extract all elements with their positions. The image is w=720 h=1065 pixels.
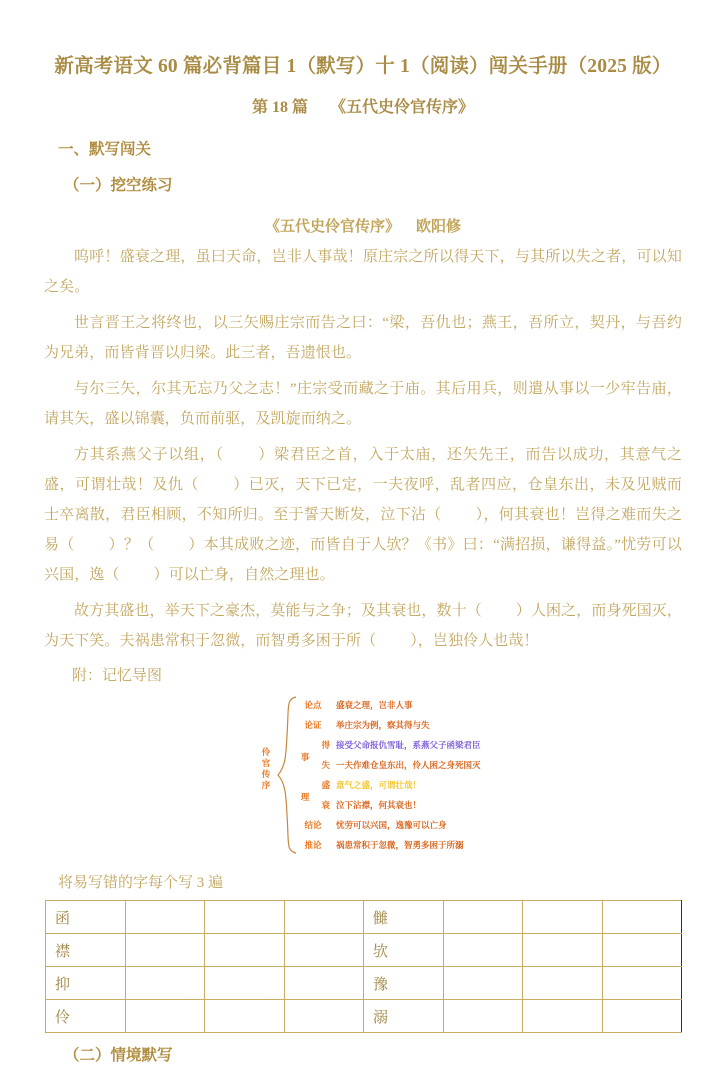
character-prompt-cell[interactable]: 襟: [46, 934, 126, 967]
handwriting-cell[interactable]: [602, 934, 682, 967]
poem-title-line: [44, 215, 682, 236]
handwriting-cell[interactable]: [284, 967, 364, 1000]
table-row: [46, 967, 682, 1000]
mindmap-row: [296, 775, 554, 795]
handwriting-cell[interactable]: [523, 934, 603, 967]
mindmap-row-key: 论证: [304, 720, 322, 731]
fill-in-blank[interactable]: [441, 500, 475, 530]
fill-in-blank[interactable]: [199, 470, 233, 500]
fill-in-blank[interactable]: [154, 530, 188, 560]
passage-paragraph: [44, 440, 682, 590]
handwriting-cell[interactable]: [125, 934, 205, 967]
mindmap-row: [296, 715, 554, 735]
character-prompt-cell[interactable]: 欤: [364, 934, 444, 967]
mindmap-row-value: 盛衰之理，岂非人事: [336, 700, 413, 711]
character-prompt-cell[interactable]: 豫: [364, 967, 444, 1000]
mindmap-row-value: 意气之盛，可谓壮哉！: [336, 780, 422, 791]
mindmap-row-key: 结论: [304, 820, 322, 831]
poem-author: 欧阳修: [416, 219, 462, 235]
paragraph-text: ）人困之，而身死国灭，为天下笑。夫祸患常积于忽微，而智勇多困于所（: [44, 603, 682, 649]
mindmap-row: [296, 795, 554, 815]
mindmap-row: [296, 755, 554, 775]
paragraph-text: ）？（: [108, 537, 155, 553]
mindmap-row-key: 推论: [304, 840, 322, 851]
table-row: [46, 1000, 682, 1033]
chapter-number: 第 18 篇: [251, 99, 308, 116]
handwriting-cell[interactable]: [205, 901, 285, 934]
handwriting-cell[interactable]: [205, 967, 285, 1000]
memory-mindmap: [256, 695, 556, 855]
fill-in-blank[interactable]: [224, 440, 258, 470]
handwriting-cell[interactable]: [125, 1000, 205, 1033]
attachment-label: 附：记忆导图: [72, 668, 163, 684]
handwriting-cell[interactable]: [523, 901, 603, 934]
mindmap-row: [296, 695, 554, 715]
fill-in-blank[interactable]: [482, 596, 516, 626]
handwriting-cell[interactable]: [602, 967, 682, 1000]
handwriting-cell[interactable]: [602, 901, 682, 934]
paragraph-text: 方其系燕父子以组，（: [74, 447, 224, 463]
section-heading-one: 一、默写闯关: [58, 141, 152, 158]
character-prompt-cell[interactable]: 伶: [46, 1000, 126, 1033]
passage-paragraph: [44, 374, 682, 434]
table-row: [46, 934, 682, 967]
paragraph-text: ）已灭，天下已定，一夫夜呼，乱者四应，仓皇东出，未及见贼而士卒离散，君臣相顾，不知所归。至于誓天断发，泣下沾（: [44, 477, 682, 523]
mindmap-row-value: 祸患常积于忽微，智勇多困于所溺: [336, 840, 464, 851]
poem-title: 《五代史伶官传序》: [264, 219, 400, 235]
handwriting-cell[interactable]: [523, 1000, 603, 1033]
mindmap-row-key: 论点: [304, 700, 322, 711]
paragraph-text: 与尔三矢，尔其无忘乃父之志！”庄宗受而藏之于庙。其后用兵，则遣从事以一少牢告庙，请其矢，盛以锦囊，负而前驱，及凯旋而纳之。: [44, 381, 682, 427]
mindmap-group-label: 事: [300, 752, 310, 762]
paragraph-text: ），何其衰也！岂得之难而失之易（: [44, 507, 682, 553]
chapter-title: 《五代史伶官传序》: [330, 99, 475, 116]
mindmap-row-value: 一夫作难仓皇东出，伶人困之身死国灭: [336, 760, 481, 771]
passage-paragraph: [44, 596, 682, 656]
paragraph-text: ），岂独伶人也哉！: [410, 633, 539, 649]
mindmap-row: [296, 815, 554, 835]
mindmap-row-value: 泣下沾襟，何其衰也！: [336, 800, 422, 811]
mindmap-row-value: 忧劳可以兴国，逸豫可以亡身: [336, 820, 447, 831]
handwriting-cell[interactable]: [443, 934, 523, 967]
paragraph-text: ）可以亡身，自然之理也。: [153, 567, 335, 583]
handwriting-cell[interactable]: [443, 901, 523, 934]
mindmap-row-key: 失: [321, 760, 330, 771]
document-subtitle: [44, 94, 682, 117]
paragraph-text: ）本其成败之迹，而皆自于人欤？《书》曰：“满招损，谦得益。”忧劳可以兴国，逸（: [44, 537, 682, 583]
handwriting-cell[interactable]: [205, 934, 285, 967]
paragraph-text: ）梁君臣之首，入于太庙，还矢先王，而告以成功，其意气之盛，可谓壮哉！及仇（: [44, 447, 682, 493]
handwriting-practice-table: [45, 900, 682, 1033]
fill-in-blank[interactable]: [120, 560, 154, 590]
mindmap-rows: [296, 695, 554, 855]
handwriting-cell[interactable]: [284, 1000, 364, 1033]
passage-paragraph: [44, 308, 682, 368]
handwriting-cell[interactable]: [443, 1000, 523, 1033]
passage-paragraph: [44, 242, 682, 302]
subsection-heading-one: （一）挖空练习: [64, 177, 173, 194]
paragraph-text: 世言晋王之将终也，以三矢赐庄宗而告之曰：“梁，吾仇也；燕王，吾所立，契丹，与吾约为兄弟，而皆背晋以归梁。此三者，吾遗恨也。: [44, 315, 682, 361]
handwriting-cell[interactable]: [205, 1000, 285, 1033]
handwriting-cell[interactable]: [125, 967, 205, 1000]
mindmap-brace-icon: [276, 695, 298, 855]
mindmap-row-value: 接受父命报仇雪耻，系燕父子函梁君臣: [336, 740, 481, 751]
paragraph-text: 故方其盛也，举天下之豪杰，莫能与之争；及其衰也，数十（: [74, 603, 482, 619]
mindmap-row: [296, 835, 554, 855]
document-title: 新高考语文 60 篇必背篇目 1（默写）十 1（阅读）闯关手册（2025 版）: [54, 56, 672, 77]
character-prompt-cell[interactable]: 雠: [364, 901, 444, 934]
handwriting-cell[interactable]: [523, 967, 603, 1000]
passage-body: [44, 242, 682, 656]
mindmap-row-key: 盛: [321, 780, 330, 791]
paragraph-text: 呜呼！盛衰之理，虽曰天命，岂非人事哉！原庄宗之所以得天下，与其所以失之者，可以知之矣。: [44, 249, 682, 295]
character-prompt-cell[interactable]: 函: [46, 901, 126, 934]
subsection-heading-two: （二）情境默写: [64, 1047, 173, 1064]
table-row: [46, 901, 682, 934]
character-prompt-cell[interactable]: 抑: [46, 967, 126, 1000]
mindmap-group-label: 理: [300, 792, 310, 802]
mindmap-row-value: 举庄宗为例，察其得与失: [336, 720, 430, 731]
handwriting-cell[interactable]: [602, 1000, 682, 1033]
handwriting-cell[interactable]: [284, 901, 364, 934]
handwriting-cell[interactable]: [125, 901, 205, 934]
table-caption: 将易写错的字每个写 3 遍: [58, 875, 224, 891]
fill-in-blank[interactable]: [74, 530, 108, 560]
handwriting-cell[interactable]: [284, 934, 364, 967]
mindmap-row: [296, 735, 554, 755]
mindmap-row-key: 衰: [321, 800, 330, 811]
mindmap-root-label: 伶官传序: [261, 747, 271, 790]
handwriting-cell[interactable]: [443, 967, 523, 1000]
fill-in-blank[interactable]: [376, 626, 410, 656]
character-prompt-cell[interactable]: 溺: [364, 1000, 444, 1033]
mindmap-row-key: 得: [321, 740, 330, 751]
